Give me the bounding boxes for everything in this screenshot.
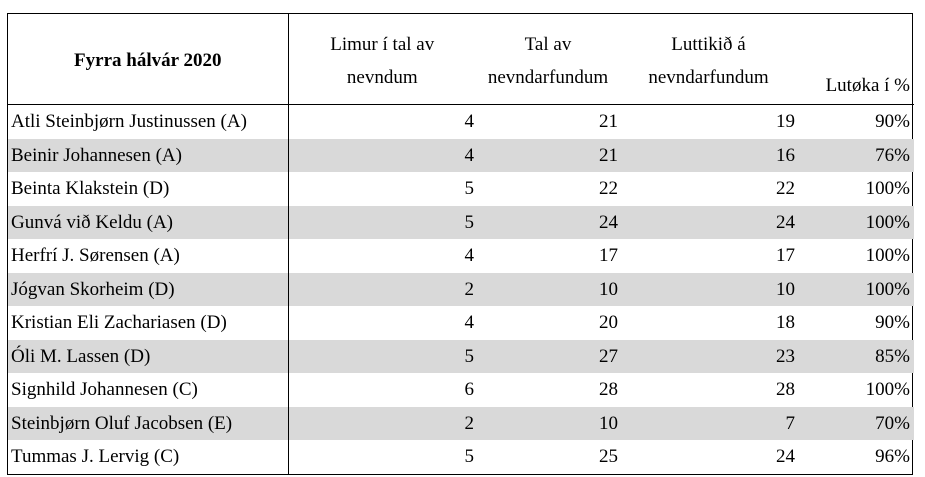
cell-memberships: 5 [288,340,476,374]
cell-percent: 100% [865,178,910,200]
cell-attended: 24 [776,446,795,468]
cell-name: Herfrí J. Sørensen (A) [8,239,288,273]
table-row [8,440,914,474]
cell-name: Jógvan Skorheim (D) [8,273,288,307]
table-row [8,206,914,240]
table-row [8,105,914,139]
cell-name: Signhild Johannesen (C) [8,373,288,407]
cell-attended: 19 [776,111,795,133]
cell-name: Kristian Eli Zachariasen (D) [8,306,288,340]
cell-memberships: 4 [464,245,474,267]
header-row [8,14,914,105]
header-committee-memberships-line1: Limur í tal av [330,34,435,55]
header-period: Fyrra hálvár 2020 [8,14,288,105]
cell-memberships: 2 [288,273,476,307]
cell-percent: 70% [797,407,914,441]
cell-meetings: 21 [599,111,618,133]
table-row [8,172,914,206]
table-row [8,306,914,340]
table-row [8,340,914,374]
cell-percent: 100% [797,206,914,240]
header-meeting-count-line1: Tal av [524,34,572,55]
cell-meetings: 27 [476,340,620,374]
header-meetings-attended-line2: nevndarfundum [648,67,769,88]
table-row [8,407,914,441]
cell-attended: 24 [620,206,797,240]
cell-meetings: 21 [476,139,620,173]
cell-percent: 85% [797,340,914,374]
cell-percent: 96% [875,446,910,468]
table-row [8,273,914,307]
cell-memberships: 5 [464,178,474,200]
cell-attended: 23 [620,340,797,374]
table-row [8,373,914,407]
header-meeting-count [476,14,620,105]
cell-meetings: 20 [599,312,618,334]
cell-memberships: 5 [464,446,474,468]
cell-memberships: 5 [288,206,476,240]
cell-meetings: 25 [599,446,618,468]
cell-meetings: 10 [476,407,620,441]
header-meeting-count-line2: nevndarfundum [487,67,609,88]
cell-name: Óli M. Lassen (D) [8,340,288,374]
cell-memberships: 6 [464,379,474,401]
cell-attended: 10 [620,273,797,307]
header-attendance-percent: Lutøka í % [797,14,914,105]
cell-memberships: 4 [288,139,476,173]
header-meetings-attended [620,14,797,105]
cell-attended: 18 [776,312,795,334]
attendance-table [8,14,914,474]
cell-meetings: 22 [599,178,618,200]
cell-attended: 28 [776,379,795,401]
cell-attended: 17 [776,245,795,267]
cell-meetings: 10 [476,273,620,307]
cell-meetings: 24 [476,206,620,240]
cell-attended: 22 [776,178,795,200]
header-committee-memberships-line2: nevndum [346,67,418,88]
cell-percent: 90% [875,312,910,334]
table-header [8,14,914,105]
cell-memberships: 4 [464,312,474,334]
header-committee-memberships [288,14,476,105]
cell-memberships: 4 [464,111,474,133]
cell-percent: 100% [865,245,910,267]
cell-name: Beinir Johannesen (A) [8,139,288,173]
cell-percent: 100% [797,273,914,307]
cell-name: Atli Steinbjørn Justinussen (A) [8,105,288,139]
table-row [8,139,914,173]
cell-name: Steinbjørn Oluf Jacobsen (E) [8,407,288,441]
table-row [8,239,914,273]
cell-percent: 100% [865,379,910,401]
cell-percent: 76% [797,139,914,173]
cell-name: Gunvá við Keldu (A) [8,206,288,240]
cell-meetings: 28 [599,379,618,401]
cell-name: Beinta Klakstein (D) [8,172,288,206]
header-meetings-attended-line1: Luttikið á [671,34,746,55]
cell-attended: 16 [620,139,797,173]
cell-attended: 7 [620,407,797,441]
cell-name: Tummas J. Lervig (C) [8,440,288,474]
cell-memberships: 2 [288,407,476,441]
cell-percent: 90% [875,111,910,133]
cell-meetings: 17 [599,245,618,267]
attendance-table-frame [7,13,913,475]
table-body [8,105,914,474]
